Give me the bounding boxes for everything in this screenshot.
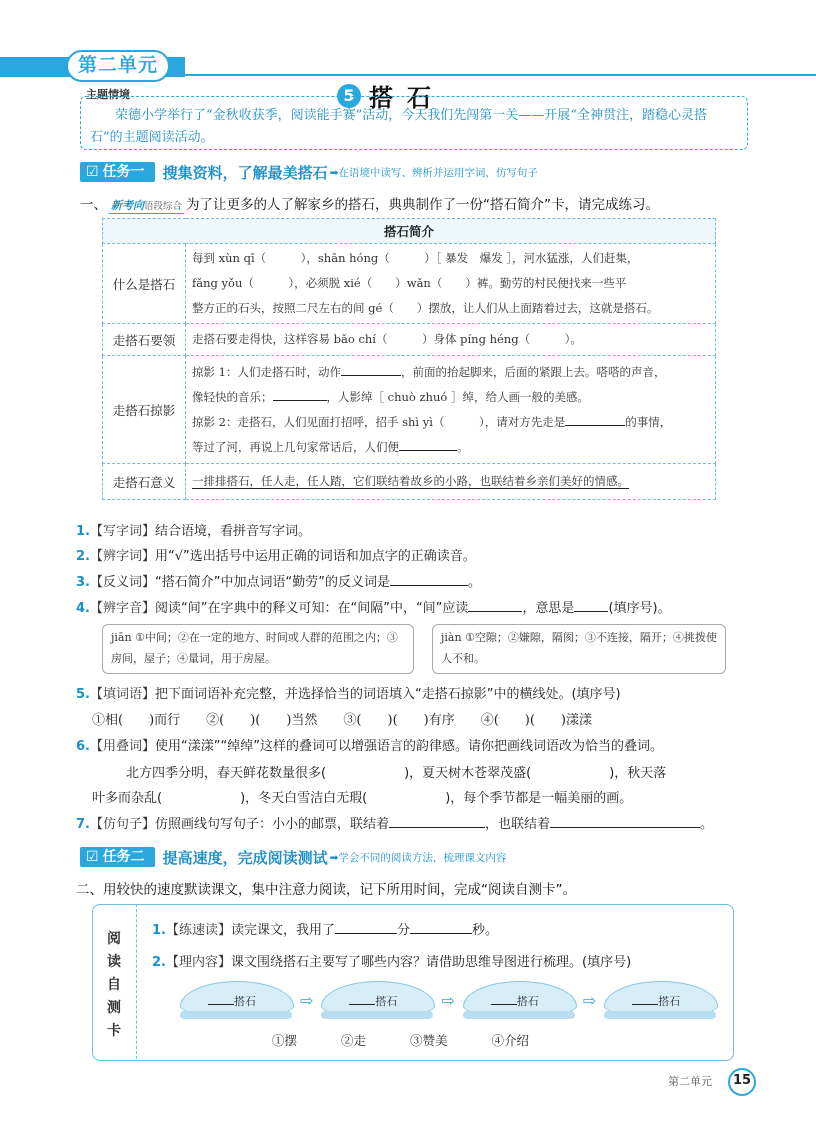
mind-map	[180, 981, 716, 1019]
mind-map-options	[272, 1031, 529, 1049]
checkbox-icon: ☑	[86, 164, 99, 180]
answer-blank[interactable]	[574, 611, 608, 612]
row-key-what: 什么是搭石	[103, 244, 186, 324]
stone-node: 搭石	[180, 981, 292, 1019]
row-val-meaning: 一排排搭石，任人走，任人踏，它们联结着故乡的小路，也联结着乡亲们美好的情感。	[186, 464, 716, 500]
item-7: 7.【仿句子】仿照画线句写句子：小小的邮票，联结着 ，也联结着 。	[76, 817, 714, 832]
task2-title: 提高速度，完成阅读测试	[162, 848, 328, 867]
question-one: 一、 新考向语段综合 为了让更多的人了解家乡的搭石，典典制作了一份“搭石简介”卡，请完成练习。	[80, 197, 660, 213]
new-trend-tag: 新考向语段综合	[111, 199, 183, 212]
stone-blank[interactable]	[208, 1004, 234, 1005]
task2-tag: ☑ 任务二	[80, 847, 155, 867]
item-2: 2.【辨字词】用“√”选出括号中运用正确的词语和加点字的正确读音。	[76, 549, 476, 564]
stone-node: 搭石	[463, 981, 575, 1019]
task2-heading	[80, 846, 506, 868]
item-6-line1: 北方四季分明，春天鲜花数量很多( )，夏天树木苍翠茂盛( )，秋天落	[126, 766, 667, 781]
reading-item-1: 1.【练速读】读完课文，我用了 分 秒。	[152, 923, 499, 938]
arrow-right-icon: ⇨	[441, 990, 455, 1010]
item-6-line2: 叶多而杂乱( )，冬天白雪洁白无瑕( )，每个季节都是一幅美丽的画。	[92, 791, 633, 806]
card-title: 搭石简介	[103, 219, 716, 244]
option-item: ①摆	[272, 1033, 298, 1048]
lesson-number: 5	[337, 84, 361, 108]
row-val-scenes: 掠影 1：人们走搭石时，动作 ，前面的抬起脚来，后面的紧跟上去。嗒嗒的声音， 像轻快的音乐； ，人影绰［ chuò zhuó ］绰，给人画一般的美感。 掠影 2：走搭石，人们见面打招呼，招手 shì yì（ ），请对方先走是 的事情， 等过了河，再说上几句家常话后，人们便 。	[186, 356, 716, 464]
task1-subtitle: ➡在语境中读写、辨析并运用字词，仿写句子	[329, 166, 538, 179]
reading-item-2: 2.【理内容】课文围绕搭石主要写了哪些内容？请借助思维导图进行梳理。(填序号)	[152, 955, 632, 970]
intro-card	[102, 218, 716, 500]
task2-subtitle: ➡学会不同的阅读方法，梳理课文内容	[329, 851, 507, 864]
stone-blank[interactable]	[349, 1004, 375, 1005]
seconds-blank[interactable]	[410, 933, 472, 934]
blank[interactable]	[565, 425, 625, 426]
item-6: 6.【用叠词】使用“漾漾”“绰绰”这样的叠词可以增强语言的韵律感。请你把画线词语改为恰当的叠词。	[76, 739, 663, 754]
theme-text: 荣德小学举行了“金秋收获季，阅读能手赛”活动，今天我们先闯第一关——开展“全神贯注，踏稳心灵搭石”的主题阅读活动。	[90, 108, 707, 145]
page-number: 15	[728, 1068, 756, 1096]
row-val-what: 每到 xùn qī（ ），shān hóng（ ）［ 暴发 爆发 ］，河水猛涨，人们赶集， fǎng yǒu（ ），必须脱 xié（ ）wǎn（ ）裤。勤劳的村民便找来一些平 整方正的石头，按照二尺左右的间 gé（ ）摆放，让人们从上面踏着过去，这就是搭石。	[186, 244, 716, 324]
arrow-right-icon: ⇨	[300, 990, 314, 1010]
row-key-meaning: 走搭石意义	[103, 464, 186, 500]
task1-heading	[80, 161, 538, 183]
footer-unit: 第二单元	[668, 1075, 712, 1088]
row-val-tips: 走搭石要走得快，这样容易 bǎo chí（ ）身体 píng héng（ ）。	[186, 324, 716, 356]
blank[interactable]	[341, 375, 401, 376]
stone-blank[interactable]	[632, 1004, 658, 1005]
answer-blank[interactable]	[390, 585, 468, 586]
definition-jian1: jiān ①中间；②在一定的地方、时间或人群的范围之内；③房间，屋子；④量词，用于房屋。	[102, 624, 414, 674]
question-two: 二、用较快的速度默读课文，集中注意力阅读，记下所用时间，完成“阅读自测卡”。	[76, 882, 576, 898]
stone-blank[interactable]	[491, 1004, 517, 1005]
item-1: 1.【写字词】结合语境，看拼音写字词。	[76, 524, 312, 539]
row-key-scenes: 走搭石掠影	[103, 356, 186, 464]
checkbox-icon: ☑	[86, 849, 99, 865]
task1-tag: ☑ 任务一	[80, 162, 155, 182]
reading-card-label: 阅读自测卡	[107, 931, 121, 1039]
item-5: 5.【填词语】把下面词语补充完整，并选择恰当的词语填入“走搭石掠影”中的横线处。(填序号)	[76, 687, 621, 702]
item-5-words: ①相( )而行 ②( )( )当然 ③( )( )有序 ④( )( )漾漾	[92, 713, 593, 728]
lesson-title: 搭石	[369, 84, 445, 112]
item-4: 4.【辨字音】阅读“间”在字典中的释义可知：在“间隔”中，“间”应读 ，意思是 (填序号)。	[76, 601, 671, 616]
stone-node: 搭石	[321, 981, 433, 1019]
blank[interactable]	[273, 400, 327, 401]
option-item: ③赞美	[410, 1033, 448, 1048]
unit-badge: 第二单元	[66, 50, 170, 82]
stone-node: 搭石	[604, 981, 716, 1019]
item-3: 3.【反义词】“搭石简介”中加点词语“勤劳”的反义词是 。	[76, 575, 481, 590]
row-key-tips: 走搭石要领	[103, 324, 186, 356]
task1-title: 搜集资料，了解最美搭石	[162, 163, 328, 182]
blank[interactable]	[399, 450, 457, 451]
minutes-blank[interactable]	[335, 933, 397, 934]
definition-jian4: jiàn ①空隙；②嫌隙，隔阂；③不连接，隔开；④挑拨使人不和。	[432, 624, 726, 674]
answer-blank[interactable]	[389, 827, 485, 828]
option-item: ②走	[341, 1033, 367, 1048]
theme-label: 主题情境	[86, 88, 130, 101]
answer-blank[interactable]	[550, 827, 700, 828]
arrow-right-icon: ⇨	[582, 990, 597, 1010]
option-item: ④介绍	[491, 1033, 530, 1048]
answer-blank[interactable]	[468, 611, 522, 612]
